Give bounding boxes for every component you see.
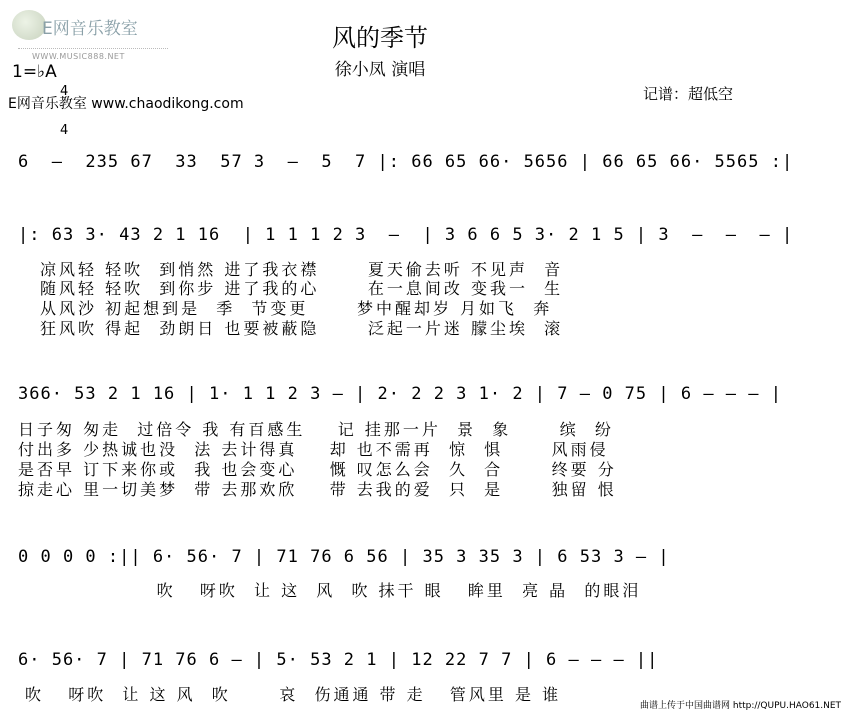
notation-row-2: |: 63 3· 43 2 1 16 | 1 1 1 2 3 – | 3 6 6 5 3· 2 1 5 | 3 – – – |	[18, 225, 794, 245]
song-title: 风的季节	[332, 24, 428, 52]
lyric-row-2-verse-4: 狂风吹 得起 劲朗日 也要被蔽隐 泛起一片迷 朦尘埃 滚	[40, 319, 564, 338]
singer: 徐小凤 演唱	[334, 60, 426, 80]
upload-credit: 曲谱上传于中国曲谱网 http://QUPU.HAO61.NET	[640, 701, 841, 711]
notation-row-3: 366· 53 2 1 16 | 1· 1 1 2 3 – | 2· 2 2 3 1· 2 | 7 – 0 75 | 6 – – – |	[18, 384, 782, 404]
watermark-url: WWW.MUSIC888.NET	[32, 52, 125, 61]
lyric-row-2-verse-3: 从风沙 初起想到是 季 节变更 梦中醒却岁 月如飞 奔	[40, 299, 553, 318]
lyric-row-3-verse-1: 日子匆 匆走 过倍令 我 有百感生 记 挂那一片 景 象 缤 纷	[18, 420, 614, 439]
watermark-name: E网音乐教室	[42, 19, 138, 39]
lyric-row-3-verse-4: 掠走心 里一切美梦 带 去那欢欣 带 去我的爱 只 是 独留 恨	[18, 480, 617, 499]
key-signature: 1=♭A	[12, 62, 57, 82]
lyric-row-5: 吹 呀吹 让 这 风 吹 哀 伤通通 带 走 管风里 是 谁	[25, 685, 562, 704]
notation-row-1: 6 – 235 67 33 57 3 – 5 7 |: 66 65 66· 5656 | 66 65 66· 5565 :|	[18, 152, 794, 172]
lyric-row-3-verse-3: 是否早 订下来你或 我 也会变心 慨 叹怎么会 久 合 终要 分	[18, 460, 617, 479]
time-bottom: 4	[60, 123, 69, 138]
lyric-row-2-verse-2: 随风轻 轻吹 到你步 进了我的心 在一息间改 变我一 生	[40, 279, 564, 298]
notation-row-5: 6· 56· 7 | 71 76 6 – | 5· 53 2 1 | 12 22 7 7 | 6 – – – ||	[18, 650, 659, 670]
site-credit: E网音乐教室 www.chaodikong.com	[8, 96, 244, 112]
time-top: 4	[60, 84, 69, 99]
lyric-row-3-verse-2: 付出多 少热诚也没 法 去计得真 却 也不需再 惊 惧 风雨侵	[18, 440, 609, 459]
notation-row-4: 0 0 0 0 :|| 6· 56· 7 | 71 76 6 56 | 35 3 35 3 | 6 53 3 – |	[18, 547, 670, 567]
notator: 记谱：超低空	[643, 85, 734, 103]
lyric-row-4: 吹 呀吹 让 这 风 吹 抹干 眼 眸里 亮 晶 的眼泪	[100, 581, 642, 600]
lyric-row-2-verse-1: 凉风轻 轻吹 到悄然 进了我衣襟 夏天偷去听 不见声 音	[40, 260, 564, 279]
